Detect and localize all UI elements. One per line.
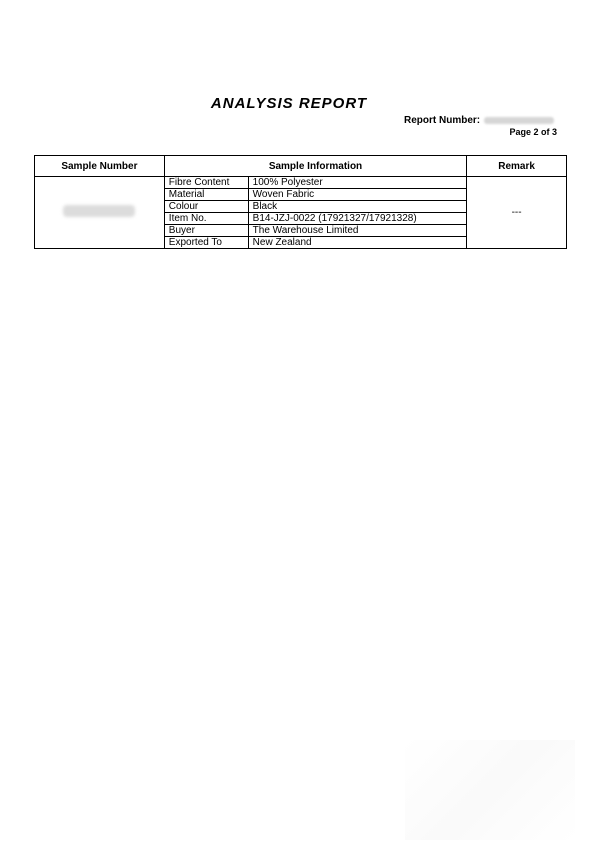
row-label: Exported To xyxy=(164,237,248,249)
report-number xyxy=(404,115,554,126)
row-value: Black xyxy=(248,201,467,213)
sample-number-cell xyxy=(35,177,165,249)
remark-cell: --- xyxy=(467,177,567,249)
page-number: Page 2 of 3 xyxy=(509,127,557,137)
table-row xyxy=(35,177,567,189)
row-label: Fibre Content xyxy=(164,177,248,189)
faint-watermark xyxy=(405,740,575,840)
row-value: Woven Fabric xyxy=(248,189,467,201)
header-sample-number: Sample Number xyxy=(35,156,165,177)
row-label: Material xyxy=(164,189,248,201)
row-value: B14-JZJ-0022 (17921327/17921328) xyxy=(248,213,467,225)
row-label: Item No. xyxy=(164,213,248,225)
redacted-report-number xyxy=(484,117,554,124)
row-value: New Zealand xyxy=(248,237,467,249)
row-label: Buyer xyxy=(164,225,248,237)
header-sample-information: Sample Information xyxy=(164,156,466,177)
row-value: 100% Polyester xyxy=(248,177,467,189)
report-number-label: Report Number: xyxy=(404,115,481,126)
row-value: The Warehouse Limited xyxy=(248,225,467,237)
row-label: Colour xyxy=(164,201,248,213)
sample-information-table xyxy=(34,155,567,249)
report-title: ANALYSIS REPORT xyxy=(210,95,368,112)
table-header-row xyxy=(35,156,567,177)
header-remark: Remark xyxy=(467,156,567,177)
redacted-sample-number xyxy=(63,205,135,217)
